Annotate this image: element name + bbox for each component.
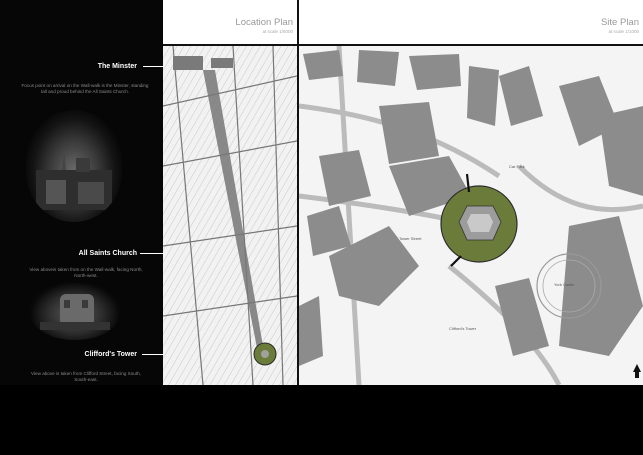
point-title-cliffords-tower: Clifford's Tower (84, 351, 137, 358)
label-car-park: Car Park (509, 164, 525, 169)
label-cliffords-tower: Clifford's Tower (449, 326, 477, 331)
site-plan-title: Site Plan (600, 17, 639, 28)
label-tower-street: Tower Street (399, 236, 422, 241)
leader-line-minster (143, 66, 163, 67)
site-plan-scale: at scale 1/1000 (608, 29, 639, 34)
photo-minster (26, 110, 122, 222)
photo-all-saints (30, 282, 120, 340)
point-desc-cliffords-tower: View above is taken from Clifford Street, facing South, South-east. (31, 371, 141, 383)
leader-line-cliffords-tower (142, 354, 163, 355)
location-plan-title: Location Plan (235, 17, 293, 28)
point-desc-minster: Focus point on arrival on the Wall-walk is the Minster, standing tall and proud behind the All Saints Church. (21, 83, 149, 95)
point-desc-all-saints: View aboveis taken from on the Wall-walk, facing North, North-west. (29, 267, 143, 279)
leader-line-all-saints (140, 253, 163, 254)
location-plan-scale: at scale 1/5000 (262, 29, 293, 34)
point-title-minster: The Minster (97, 63, 137, 70)
location-plan-header (163, 0, 297, 44)
site-plan-map[interactable] (299, 46, 643, 385)
bottom-bar (0, 385, 643, 455)
info-panel (0, 0, 163, 385)
label-york-castle: York Castle (554, 282, 575, 287)
location-plan-map[interactable] (163, 46, 297, 385)
point-title-all-saints: All Saints Church (78, 250, 137, 257)
site-plan-header (299, 0, 643, 44)
